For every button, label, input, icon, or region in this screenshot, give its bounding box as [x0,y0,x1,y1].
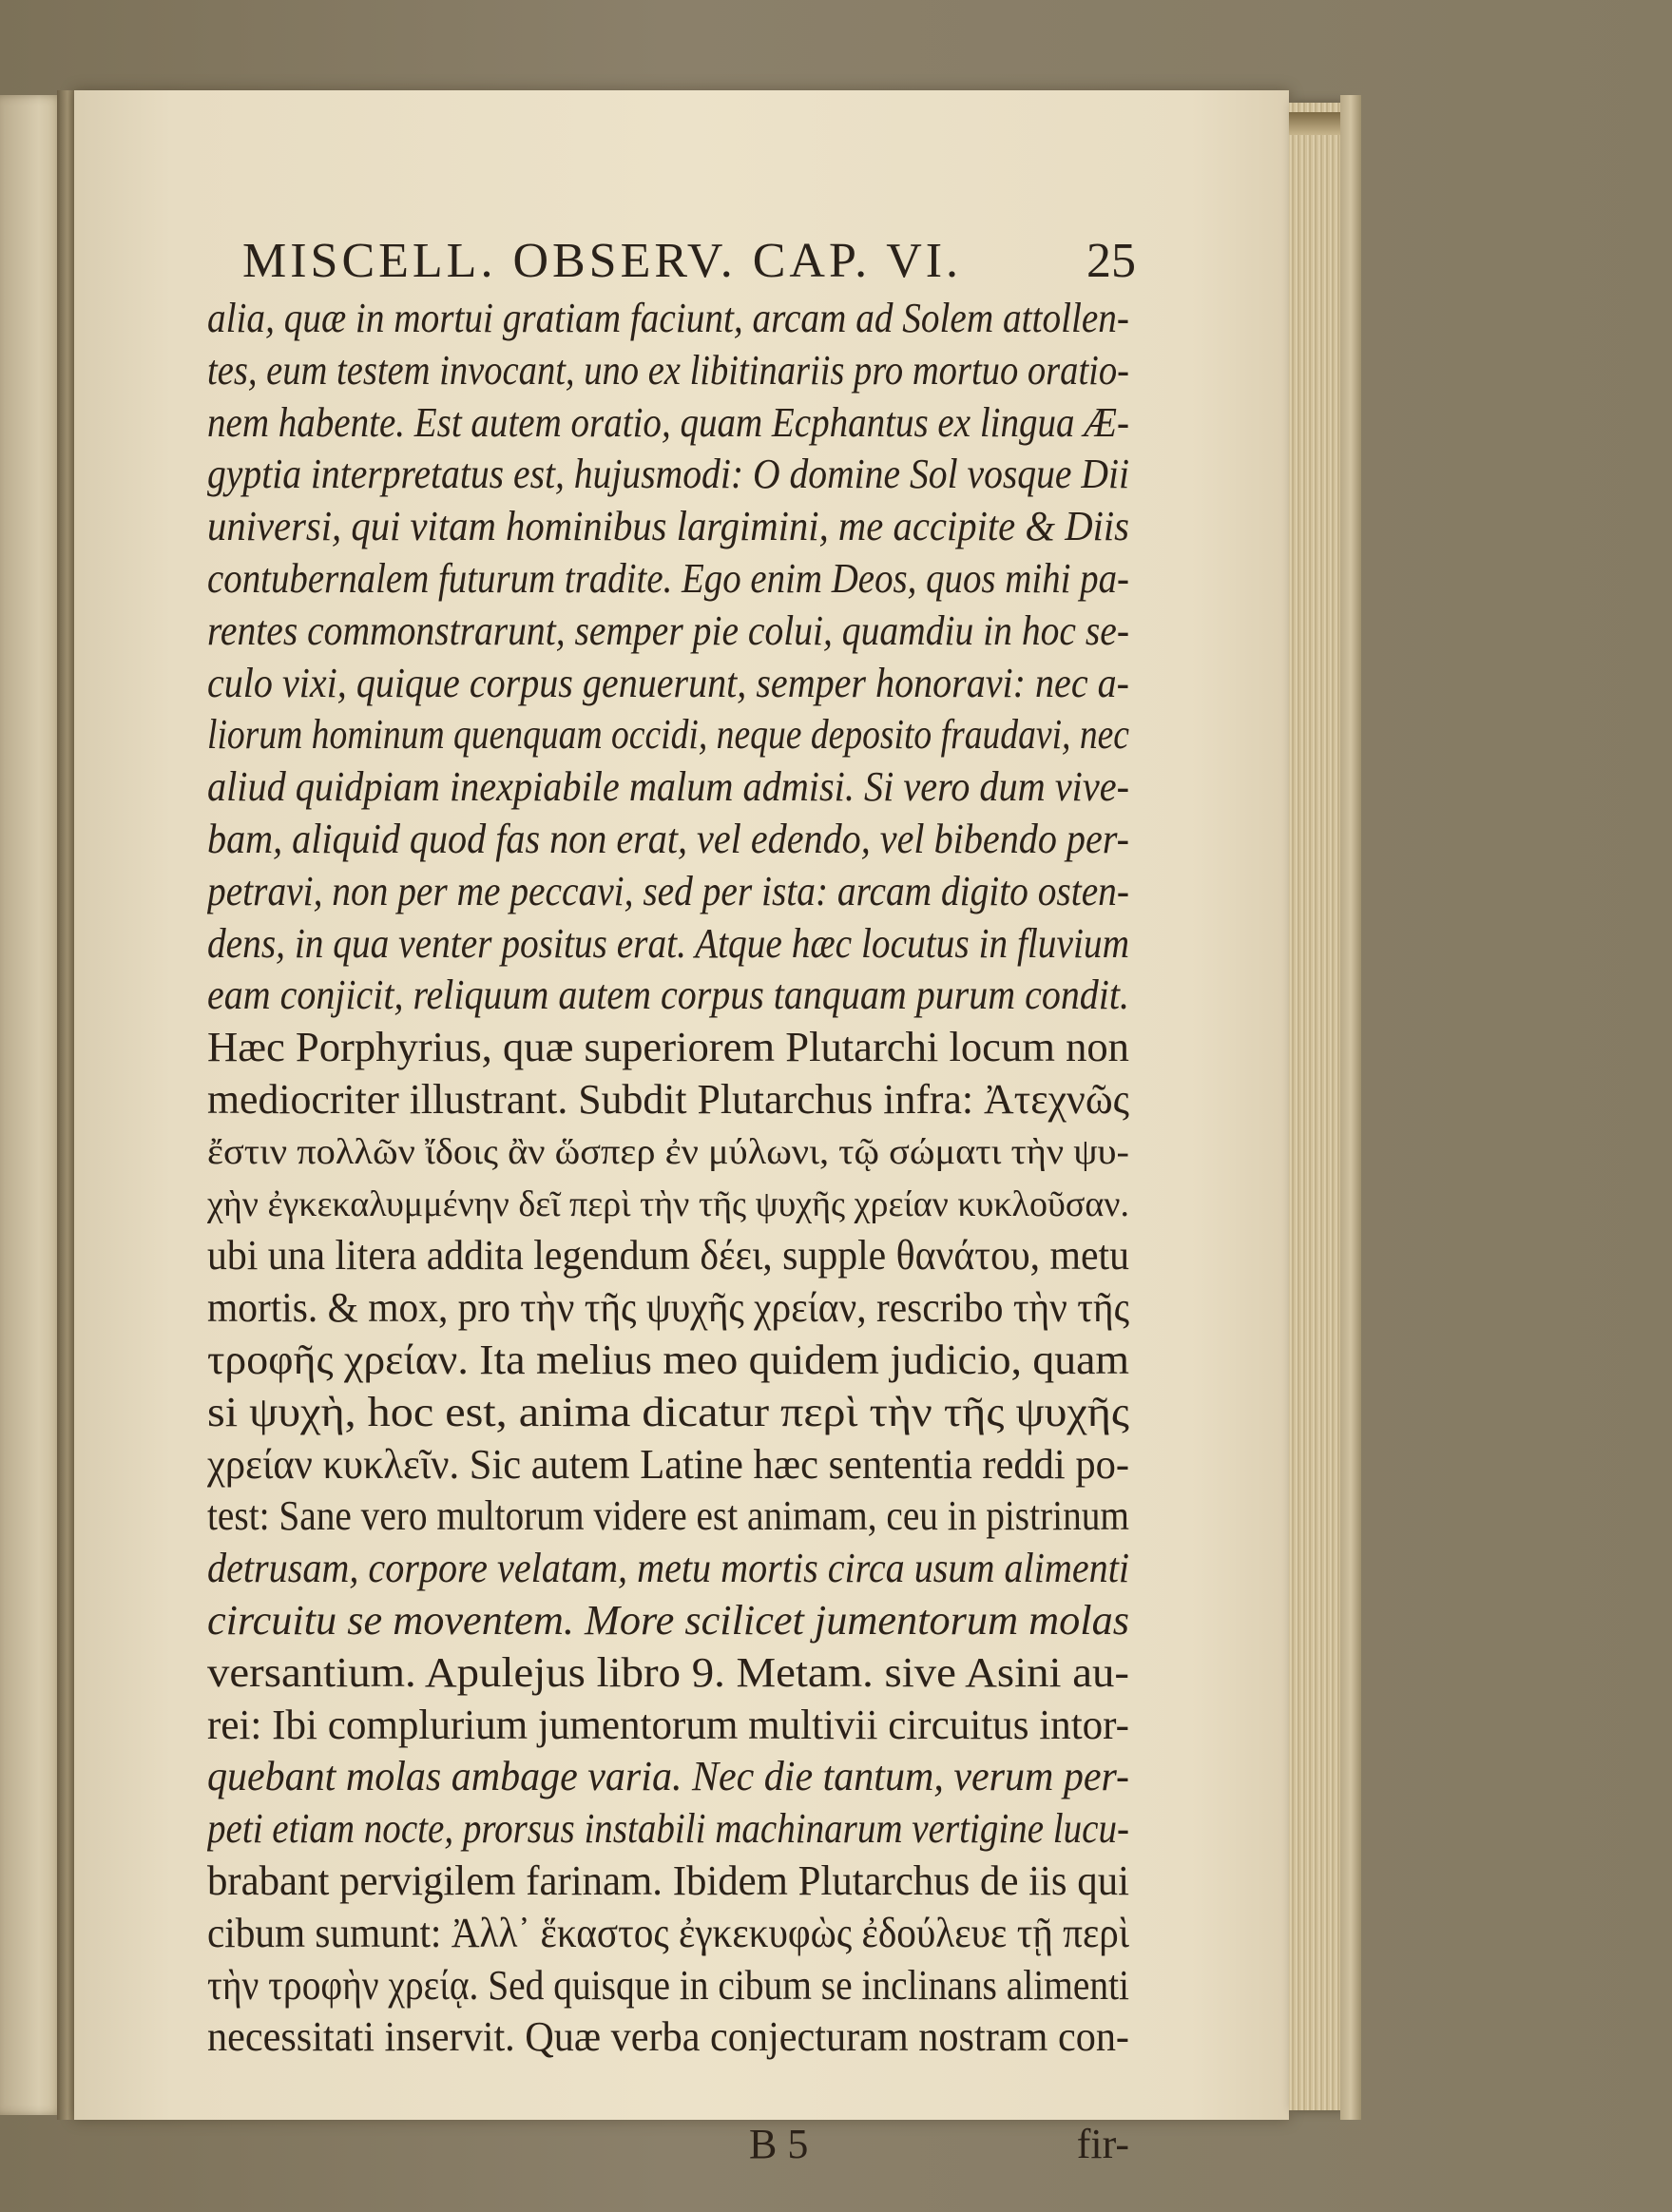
text-line: versantium. Apulejus libro 9. Metam. sive Asini au- [207,1648,1129,1696]
page-edges-top [1289,112,1342,135]
text-line: necessitati inservit. Quæ verba conjecturam nostram con- [207,2013,1129,2061]
text-line: nem habente. Est autem oratio, quam Ecphantus ex lingua Æ- [207,398,1129,446]
text-line: mortis. & mox, pro τὴν τῆς ψυχῆς χρείαν, rescribo τὴν τῆς [207,1284,1129,1332]
text-line: universi, qui vitam hominibus largimini, me accipite & Diis [207,503,1129,550]
page-edges [1289,103,1342,2110]
text-line: bam, aliquid quod fas non erat, vel edendo, vel bibendo per- [207,815,1129,862]
running-header [242,233,1136,299]
text-line: quebant molas ambage varia. Nec die tantum, verum per- [207,1753,1129,1800]
text-line: dens, in qua venter positus erat. Atque hæc locutus in fluvium [207,919,1129,967]
text-line: ἔστιν πολλῶν ἴδοις ἂν ὥσπερ ἐν μύλωνι, τῷ σώματι τὴν ψυ- [207,1131,1129,1172]
text-line: eam conjicit, reliquum autem corpus tanquam purum condit. [207,971,1129,1019]
text-line: detrusam, corpore velatam, metu mortis circa usum alimenti [207,1545,1129,1592]
text-line: gyptia interpretatus est, hujusmodi: O domine Sol vosque Dii [207,451,1129,498]
catchword: fir- [1076,2121,1129,2167]
text-line: contubernalem futurum tradite. Ego enim Deos, quos mihi pa- [207,554,1129,602]
text-line: aliud quidpiam inexpiabile malum admisi. Si vero dum vive- [207,763,1129,811]
running-title: MISCELL. OBSERV. CAP. VI. [242,234,963,288]
book-cover-edge [1340,95,1361,2120]
signature-mark: B 5 [749,2121,809,2167]
text-line: τροφῆς χρείαν. Ita melius meo quidem judicio, quam [207,1336,1129,1383]
text-line: cibum sumunt: Ἀλλ᾽ ἕκαστος ἐγκεκυφὼς ἐδούλευε τῇ περὶ [207,1909,1129,1956]
text-line: alia, quæ in mortui gratiam faciunt, arcam ad Solem attollen- [207,295,1129,341]
page-number: 25 [1086,234,1136,288]
text-line: mediocriter illustrant. Subdit Plutarchus infra: Ἀτεχνῶς [207,1075,1129,1123]
text-line: si ψυχὴ, hoc est, anima dicatur περὶ τὴν τῆς ψυχῆς [207,1388,1129,1435]
text-line: χρείαν κυκλεῖν. Sic autem Latine hæc sententia reddi po- [207,1440,1129,1488]
text-line: tes, eum testem invocant, uno ex libitinariis pro mortuo oratio- [207,346,1129,394]
text-line: ubi una litera addita legendum δέει, supple θανάτου, metu [207,1232,1129,1279]
text-line: liorum hominum quenquam occidi, neque deposito fraudavi, nec [207,711,1129,759]
text-line: rei: Ibi complurium jumentorum multivii circuitus intor- [207,1701,1129,1748]
body-text [207,293,1129,2064]
text-line: Hæc Porphyrius, quæ superiorem Plutarchi locum non [207,1024,1129,1071]
text-line: τὴν τροφὴν χρείᾳ. Sed quisque in cibum se inclinans alimenti [207,1961,1129,2009]
text-line: χὴν ἐγκεκαλυμμένην δεῖ περὶ τὴν τῆς ψυχῆς χρείαν κυκλοῦσαν. [207,1183,1129,1224]
text-line: brabant pervigilem farinam. Ibidem Plutarchus de iis qui [207,1856,1129,1904]
text-line: peti etiam nocte, prorsus instabili machinarum vertigine lucu- [207,1805,1129,1853]
page-footer [207,2120,1129,2177]
left-page-edge [0,95,65,2115]
text-line: circuitu se moventem. More scilicet jumentorum molas [207,1596,1129,1644]
text-line: culo vixi, quique corpus genuerunt, semper honoravi: nec a- [207,659,1129,706]
text-line: petravi, non per me peccavi, sed per ista: arcam digito osten- [207,867,1129,914]
text-line: test: Sane vero multorum videre est animam, ceu in pistrinum [207,1492,1129,1540]
text-line: rentes commonstrarunt, semper pie colui, quamdiu in hoc se- [207,606,1129,654]
